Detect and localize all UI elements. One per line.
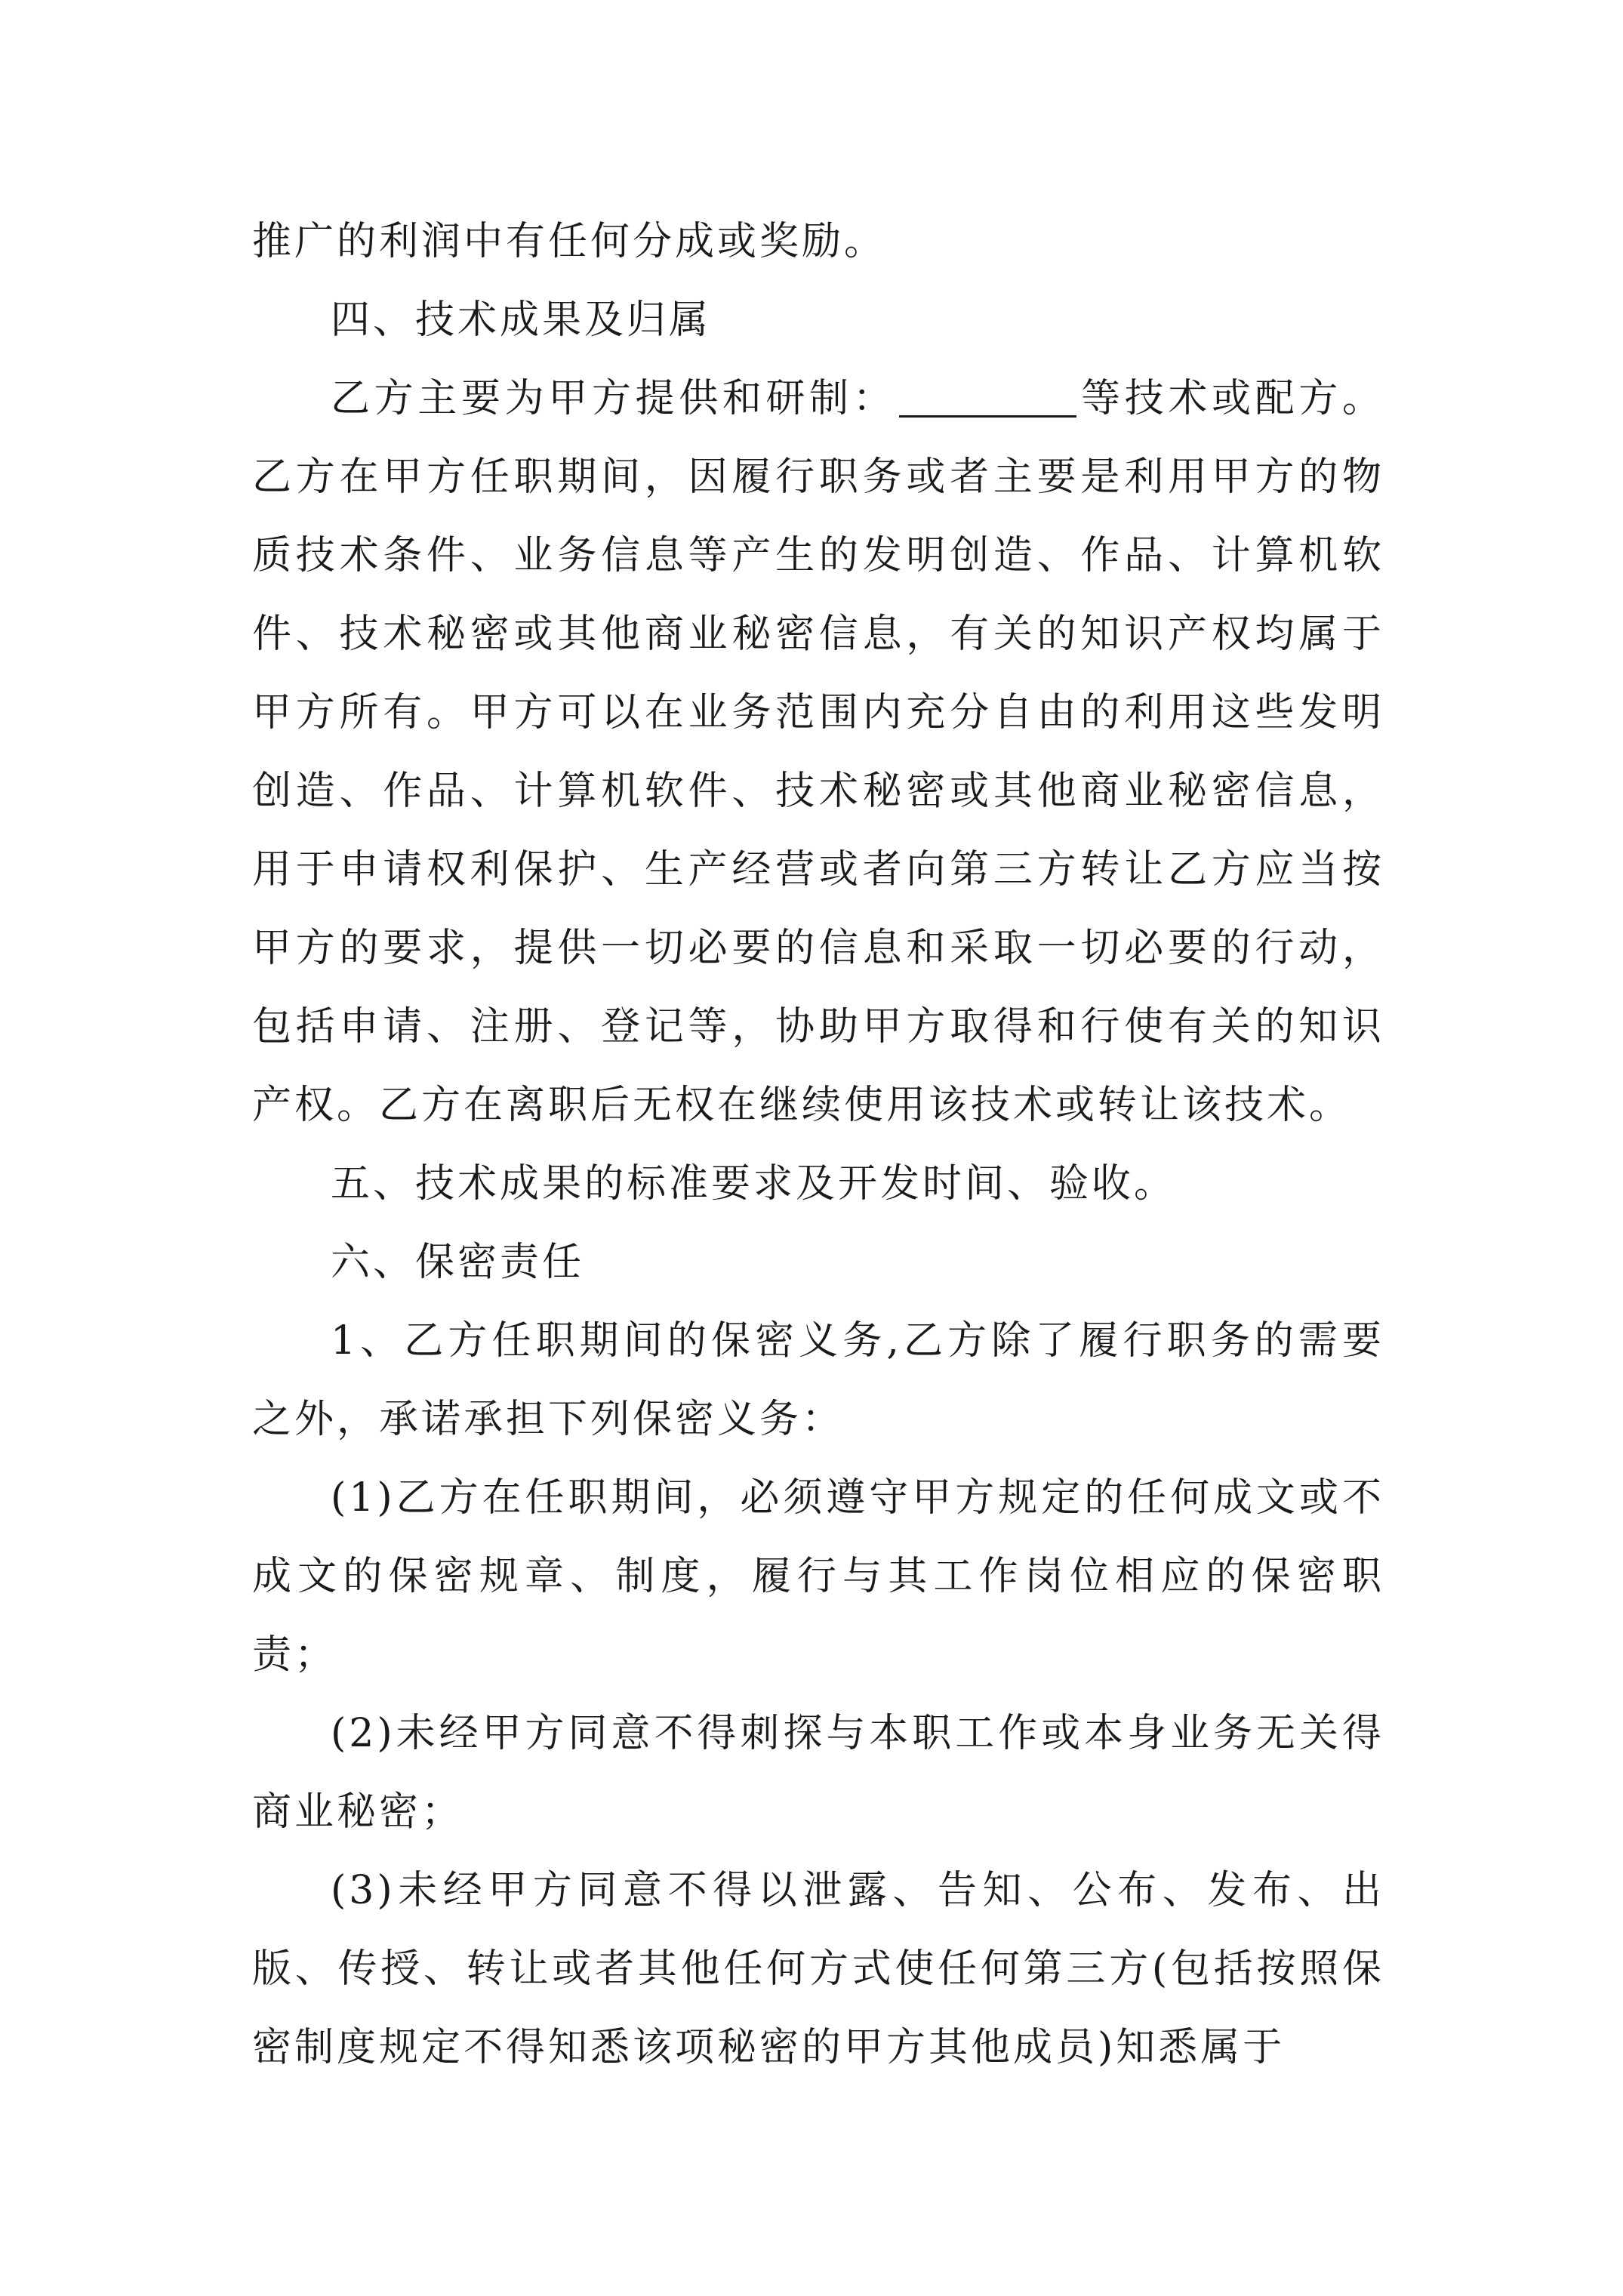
document-body	[252, 202, 1384, 2087]
paragraph-text-after-blank: 等技术或配方。乙方在甲方任职期间，因履行职务或者主要是利用甲方的物质技术条件、业务信息等产生的发明创造、作品、计算机软件、技术秘密或其他商业秘密信息，有关的知识产权均属于甲方所有。甲方可以在业务范围内充分自由的利用这些发明创造、作品、计算机软件、技术秘密或其他商业秘密信息，用于申请权利保护、生产经营或者向第三方转让乙方应当按甲方的要求，提供一切必要的信息和采取一切必要的行动，包括申请、注册、登记等，协助甲方取得和行使有关的知识产权。乙方在离职后无权在继续使用该技术或转让该技术。	[252, 376, 1384, 1128]
paragraph-tech-ownership	[252, 359, 1384, 1145]
section-heading-4: 四、技术成果及归属	[331, 297, 712, 343]
paragraph-0: 推广的利润中有任何分成或奖励。	[252, 219, 887, 264]
clause-1-item-2: (2)未经甲方同意不得刺探与本职工作或本身业务无关得商业秘密；	[252, 1711, 1384, 1835]
clause-1-item-1: (1)乙方在任职期间，必须遵守甲方规定的任何成文或不成文的保密规章、制度，履行与其工作岗位相应的保密职责；	[252, 1475, 1384, 1678]
paragraph-text-before-blank: 乙方主要为甲方提供和研制：	[331, 376, 897, 421]
clause-1: 1、乙方任职期间的保密义务,乙方除了履行职务的需要之外，承诺承担下列保密义务：	[252, 1318, 1384, 1442]
section-heading-6: 六、保密责任	[331, 1240, 585, 1285]
clause-1-item-3: (3)未经甲方同意不得以泄露、告知、公布、发布、出版、传授、转让或者其他任何方式使任何第三方(包括按照保密制度规定不得知悉该项秘密的甲方其他成员)知悉属于	[252, 1868, 1384, 2070]
fill-in-blank	[899, 370, 1076, 418]
section-heading-5: 五、技术成果的标准要求及开发时间、验收。	[331, 1161, 1177, 1207]
